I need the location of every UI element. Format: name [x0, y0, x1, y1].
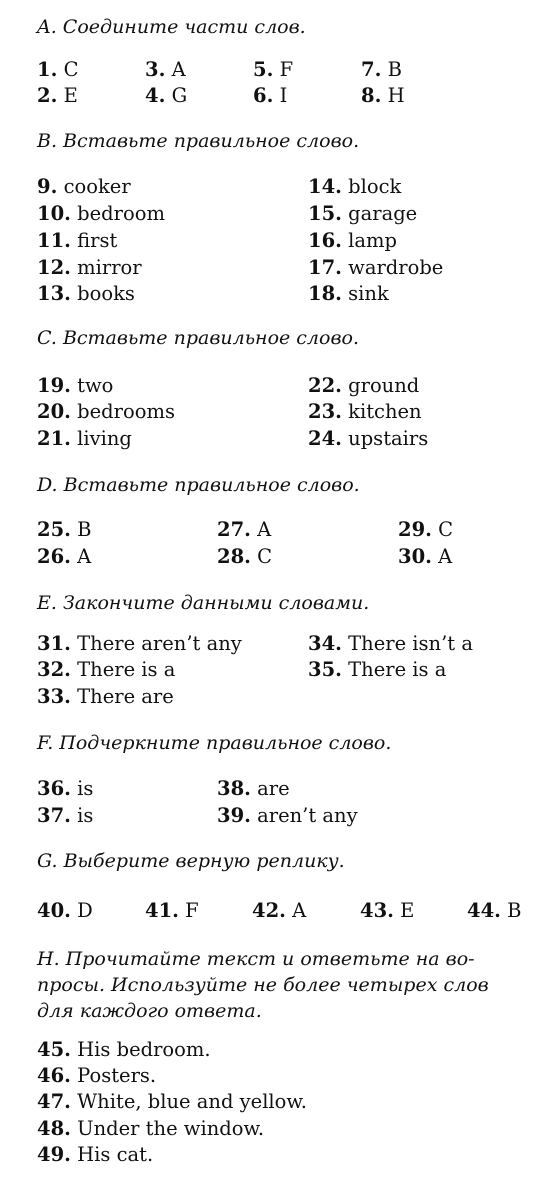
answer-item: 4. G — [145, 84, 188, 107]
answer-item: 48. Under the window. — [37, 1117, 265, 1140]
answer-item: 9. cooker — [37, 175, 131, 198]
answer-item: 23. kitchen — [308, 400, 422, 423]
answer-item: 40. D — [37, 899, 93, 922]
answer-item: 5. F — [253, 58, 294, 81]
section-b-heading: B. Вставьте правильное слово. — [37, 130, 360, 152]
answer-item: 44. B — [467, 899, 522, 922]
answer-item: 15. garage — [308, 202, 418, 225]
answer-item: 41. F — [145, 899, 199, 922]
answer-item: 47. White, blue and yellow. — [37, 1090, 307, 1113]
answer-item: 26. A — [37, 545, 92, 568]
answer-item: 20. bedrooms — [37, 400, 175, 423]
answer-item: 34. There isn’t a — [308, 632, 473, 655]
section-d-heading: D. Вставьте правильное слово. — [37, 474, 360, 496]
answer-item: 22. ground — [308, 374, 420, 397]
answer-item: 29. C — [398, 518, 454, 541]
answer-item: 28. C — [217, 545, 273, 568]
answer-item: 12. mirror — [37, 256, 142, 279]
answer-item: 39. aren’t any — [217, 804, 358, 827]
section-h-heading-line: для каждого ответа. — [37, 1000, 262, 1022]
answer-item: 46. Posters. — [37, 1064, 157, 1087]
answer-item: 45. His bedroom. — [37, 1038, 211, 1061]
answer-item: 18. sink — [308, 282, 389, 305]
answer-item: 6. I — [253, 84, 288, 107]
answer-item: 21. living — [37, 427, 132, 450]
section-h-heading-line: просы. Используйте не более четырех слов — [37, 974, 489, 996]
answer-item: 2. E — [37, 84, 78, 107]
answer-item: 7. B — [361, 58, 402, 81]
answer-item: 24. upstairs — [308, 427, 429, 450]
answer-item: 25. B — [37, 518, 92, 541]
section-a-heading: A. Соедините части слов. — [37, 16, 306, 38]
answer-item: 19. two — [37, 374, 114, 397]
section-e-heading: E. Закончите данными словами. — [37, 592, 370, 614]
answer-item: 37. is — [37, 804, 94, 827]
answer-item: 49. His cat. — [37, 1143, 154, 1166]
answer-item: 3. A — [145, 58, 186, 81]
answer-item: 16. lamp — [308, 229, 397, 252]
section-h-heading-line: H. Прочитайте текст и ответьте на во- — [37, 948, 475, 970]
answer-item: 31. There aren’t any — [37, 632, 242, 655]
section-f-heading: F. Подчеркните правильное слово. — [37, 732, 392, 754]
answer-item: 30. A — [398, 545, 453, 568]
answer-item: 8. H — [361, 84, 405, 107]
answer-item: 36. is — [37, 777, 94, 800]
answer-item: 11. first — [37, 229, 118, 252]
answer-item: 38. are — [217, 777, 290, 800]
answer-item: 14. block — [308, 175, 402, 198]
section-g-heading: G. Выберите верную реплику. — [37, 850, 345, 872]
answer-item: 33. There are — [37, 685, 174, 708]
section-c-heading: C. Вставьте правильное слово. — [37, 327, 360, 349]
answer-item: 32. There is a — [37, 658, 176, 681]
answer-item: 27. A — [217, 518, 272, 541]
answer-item: 13. books — [37, 282, 135, 305]
answer-item: 42. A — [252, 899, 307, 922]
answer-item: 1. C — [37, 58, 79, 81]
answer-item: 43. E — [360, 899, 415, 922]
answer-item: 35. There is a — [308, 658, 447, 681]
answer-item: 17. wardrobe — [308, 256, 444, 279]
answer-item: 10. bedroom — [37, 202, 165, 225]
